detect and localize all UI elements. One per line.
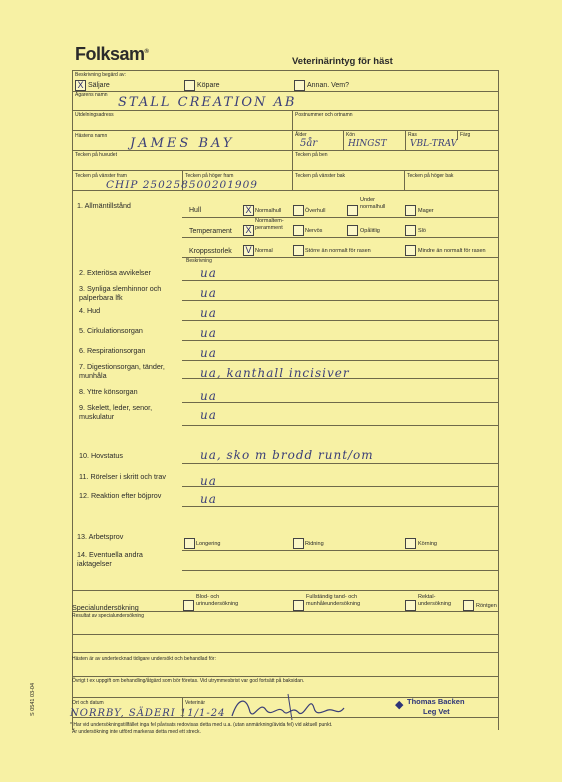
rear-left-label: Tecken på vänster bak (295, 173, 346, 179)
footnote-line2: Är undersökning inte utförd markeras detta med ett streck. (72, 729, 201, 735)
riding-label: Ridning (305, 541, 324, 547)
section-line (182, 340, 498, 341)
special-title: Specialundersökning (72, 603, 139, 612)
section-value[interactable]: ua (200, 266, 217, 280)
other-findings-label: 14. Eventuella andra iaktagelser (77, 550, 143, 568)
teeth-label: Fullständig tand- och munhåleundersökning (306, 594, 361, 607)
mager-label: Mager (418, 208, 434, 214)
section-value[interactable]: ua (200, 389, 217, 403)
section-line (182, 486, 498, 487)
section-line (182, 425, 498, 426)
owner-value[interactable]: STALL CREATION AB (118, 95, 297, 110)
special-result-label: Resultat av specialundersökning (72, 613, 144, 619)
place-date-label: Ort och datum (72, 700, 104, 706)
section-value[interactable]: ua (200, 474, 217, 488)
normalhull-label: Normalhull (255, 208, 282, 214)
form-title: Veterinärintyg för häst (292, 56, 393, 67)
overhull-label: Överhull (305, 208, 326, 214)
zip-label: Postnummer och ortnamn (295, 112, 353, 118)
section-line (182, 300, 498, 301)
section-label: 11. Rörelser i skritt och trav (79, 472, 166, 481)
section-value[interactable]: ua (200, 492, 217, 506)
section-label: 9. Skelett, leder, senor, muskulatur (79, 403, 153, 421)
vet-stamp (395, 697, 475, 719)
previous-label: Hästen är av undertecknad tidigare undersökt och behandlad för: (72, 656, 216, 662)
section-line (182, 402, 498, 403)
nervous-label: Nervös (305, 228, 323, 234)
mager-checkbox[interactable] (405, 205, 416, 216)
other-checkbox[interactable] (294, 80, 305, 91)
section-label: 7. Digestionsorgan, tänder, munhåla (79, 362, 165, 380)
sex-label: Kön (346, 132, 355, 138)
section-value[interactable]: ua (200, 286, 217, 300)
section-label: 2. Exteriösa avvikelser (79, 268, 151, 277)
xray-checkbox[interactable] (463, 600, 474, 611)
color-label: Färg (460, 132, 471, 138)
rectal-label: Rektal-undersökning (418, 594, 452, 607)
xray-label: Röntgen (476, 603, 497, 609)
section-line (182, 320, 498, 321)
vet-label: Veterinär (185, 700, 206, 706)
folksam-logo: Folksam® (75, 44, 149, 64)
blood-checkbox[interactable] (183, 600, 194, 611)
undernormal-label: Under normalhull (360, 197, 386, 210)
seller-checkbox[interactable]: X (75, 80, 86, 91)
nervous-checkbox[interactable] (293, 225, 304, 236)
front-right-label: Tecken på höger fram (185, 173, 234, 179)
smaller-checkbox[interactable] (405, 245, 416, 256)
section-label: 3. Synliga slemhinnor och palperbara lfk (79, 284, 162, 302)
leg-marks-label: Tecken på ben (295, 152, 328, 158)
description-label: Beskrivning (186, 258, 212, 264)
horse-name-value[interactable]: JAMES BAY (130, 136, 235, 151)
lazy-checkbox[interactable] (405, 225, 416, 236)
buyer-label: Köpare (197, 82, 220, 89)
section-line (182, 506, 498, 507)
horse-name-label: Hästens namn (75, 133, 108, 139)
other-label: Annan. Vem? (307, 82, 350, 89)
teeth-checkbox[interactable] (293, 600, 304, 611)
larger-checkbox[interactable] (293, 245, 304, 256)
workload-label: 13. Arbetsprov (77, 532, 124, 541)
buyer-checkbox[interactable] (184, 80, 195, 91)
overhull-checkbox[interactable] (293, 205, 304, 216)
section-label: 5. Cirkulationsorgan (79, 326, 143, 335)
normaltemp-checkbox[interactable]: X (243, 225, 254, 236)
section-line (182, 280, 498, 281)
normaltemp-label: Normaltem-peramment (255, 218, 284, 231)
front-left-label: Tecken på vänster fram (75, 173, 127, 179)
section-label: 6. Respirationsorgan (79, 346, 146, 355)
age-label: Ålder (295, 132, 307, 138)
address-label: Utdelningsadress (75, 112, 114, 118)
section-value[interactable]: ua (200, 306, 217, 320)
unreliable-label: Opålitlig (360, 228, 380, 234)
head-marks-label: Tecken på huvudet (75, 152, 117, 158)
section-value[interactable]: ua (200, 408, 217, 422)
requester-label: Beskrivning begärd av: (75, 72, 126, 78)
stamp-name: Thomas Backen (407, 697, 465, 706)
other-notes-label: Övrigt t ex uppgift om behandling/åtgärd som bör företas. Vid utrymmesbrist var god fortsätt på baksidan. (72, 678, 305, 684)
rear-right-label: Tecken på höger bak (407, 173, 454, 179)
smaller-label: Mindre än normalt för rasen (418, 248, 486, 254)
section-line (182, 463, 498, 464)
chip-number[interactable]: CHIP 250258500201909 (106, 179, 258, 191)
longering-checkbox[interactable] (184, 538, 195, 549)
riding-checkbox[interactable] (293, 538, 304, 549)
blood-label: Blod- och urinundersökning (196, 594, 239, 607)
section-label: 10. Hovstatus (79, 451, 123, 460)
normal-size-checkbox[interactable]: V (243, 245, 254, 256)
larger-label: Större än normalt för rasen (305, 248, 371, 254)
undernormal-checkbox[interactable] (347, 205, 358, 216)
seller-label: Säljare (88, 82, 110, 89)
owner-label: Ägarens namn (75, 92, 108, 98)
longering-label: Longering (196, 541, 221, 547)
stamp-icon: ◆ (395, 699, 404, 711)
unreliable-checkbox[interactable] (347, 225, 358, 236)
section-line (182, 378, 498, 379)
hull-label: Hull (189, 207, 202, 214)
section-label: 4. Hud (79, 306, 101, 315)
sex-value[interactable]: HINGST (348, 139, 387, 149)
body-size-label: Kroppsstorlek (189, 248, 232, 255)
driving-checkbox[interactable] (405, 538, 416, 549)
section-value[interactable]: ua, kanthall incisiver (200, 366, 350, 380)
temperament-label: Temperament (189, 228, 232, 235)
section-label: 8. Yttre könsorgan (79, 387, 138, 396)
section-value[interactable]: ua, sko m brodd runt/om (200, 448, 374, 462)
age-value[interactable]: 5år (300, 138, 318, 149)
general-title: 1. Allmäntillstånd (77, 201, 131, 210)
stamp-title: Leg Vet (423, 707, 450, 716)
breed-label: Ras (408, 132, 417, 138)
section-value[interactable]: ua (200, 346, 217, 360)
lazy-label: Slö (418, 228, 426, 234)
driving-label: Körning (418, 541, 437, 547)
form-code: S 0541 03-04 (30, 682, 36, 716)
section-value[interactable]: ua (200, 326, 217, 340)
vet-signature (228, 690, 348, 724)
footnote-line1: * Har vid undersökningstillfället inga fel påvisats redovisas detta med u.a. (utan anmärkning/ävida fel) vid aktuell punkt. (70, 722, 333, 728)
rectal-checkbox[interactable] (405, 600, 416, 611)
section-label: 12. Reaktion efter böjprov (79, 491, 162, 500)
section-line (182, 360, 498, 361)
normal-size-label: Normal (255, 248, 273, 254)
normalhull-checkbox[interactable]: X (243, 205, 254, 216)
breed-value[interactable]: VBL-TRAV (410, 139, 458, 149)
place-date-value[interactable]: NORRBY, SÄDERI 11/1-24 (70, 708, 226, 719)
